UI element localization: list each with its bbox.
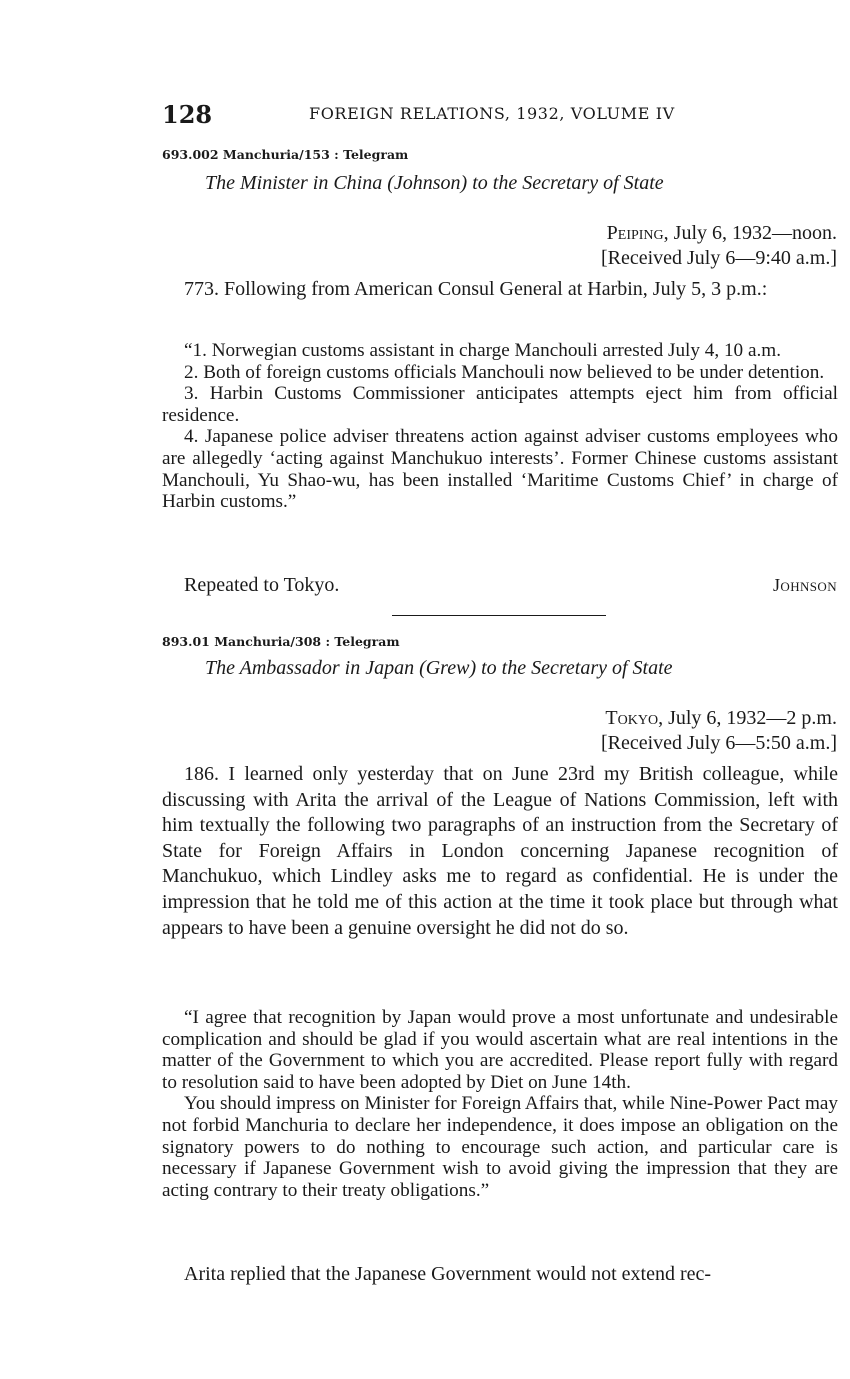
place-name: Peiping	[606, 222, 664, 244]
report-item-4: 4. Japanese police adviser threatens action against adviser customs employees who are allegedly ‘acting against Manchukuo interests’. Former Chinese customs assistant Manchouli, Yu Shao-wu, has been installed ‘Maritime Customs Chief’ in charge of Harbin customs.”	[162, 426, 838, 513]
file-reference: 693.002 Manchuria/153 : Telegram	[162, 147, 409, 162]
file-reference-2: 893.01 Manchuria/308 : Telegram	[162, 634, 400, 649]
quoted-instruction	[162, 1007, 838, 1201]
running-title: FOREIGN RELATIONS, 1932, VOLUME IV	[309, 104, 675, 123]
repeated-note: Repeated to Tokyo.	[184, 574, 340, 596]
report-item-2: 2. Both of foreign customs officials Manchouli now believed to be under detention.	[184, 361, 825, 383]
body-paragraph-2: Arita replied that the Japanese Government would not extend rec-	[184, 1263, 712, 1285]
document-title-2: The Ambassador in Japan (Grew) to the Secretary of State	[205, 657, 673, 679]
body-paragraph-1: 186. I learned only yesterday that on June 23rd my British colleague, while discussing with Arita the arrival of the League of Nations Commission, left with him textually the following two paragraphs of an instruction from the Secretary of State for Foreign Affairs in London concerning Japanese recognition of Manchukuo, which Lindley asks me to regard as confidential. He is under the impression that he told me of this action at the time it took place but through what appears to have been a genuine oversight he did not do so.	[162, 763, 838, 939]
place-name-2: Tokyo	[605, 707, 659, 729]
document-title: The Minister in China (Johnson) to the Secretary of State	[205, 172, 664, 194]
quote-paragraph-2: You should impress on Minister for Foreign Affairs that, while Nine-Power Pact may not forbid Manchuria to declare her independence, it does impose an obligation on the signatory powers to do nothing to encourage such action, and particular care is necessary if Japanese Government wish to avoid giving the impression that they are acting contrary to their treaty obligations.”	[162, 1093, 838, 1201]
telegram-body	[162, 762, 838, 941]
report-item-1: “1. Norwegian customs assistant in charge Manchouli arrested July 4, 10 a.m.	[184, 340, 781, 361]
quoted-report	[162, 340, 838, 513]
received-line: [Received July 6—9:40 a.m.]	[600, 247, 837, 269]
date-line-2	[601, 706, 837, 731]
quote-paragraph-1: “I agree that recognition by Japan would prove a most unfortunate and undesirable complication and should be glad if you would ascertain what are real intentions in the matter of the Government to which you are accredited. Please report fully with regard to resolution said to have been adopted by Diet on June 14th.	[162, 1007, 838, 1093]
report-item-3: 3. Harbin Customs Commissioner anticipates attempts eject him from official residence.	[162, 383, 838, 426]
signature: Johnson	[773, 575, 837, 595]
section-divider	[392, 615, 606, 616]
telegram-body-continued	[162, 1262, 838, 1288]
dateline	[601, 221, 837, 271]
date-text: , July 6, 1932—noon.	[663, 222, 837, 244]
telegram-intro	[162, 277, 838, 303]
date-line	[601, 221, 837, 246]
received-line-2: [Received July 6—5:50 a.m.]	[600, 732, 837, 754]
intro-paragraph: 773. Following from American Consul General at Harbin, July 5, 3 p.m.:	[184, 278, 768, 300]
dateline-2	[601, 706, 837, 756]
date-text-2: , July 6, 1932—2 p.m.	[658, 707, 837, 729]
page-number: 128	[162, 100, 213, 129]
